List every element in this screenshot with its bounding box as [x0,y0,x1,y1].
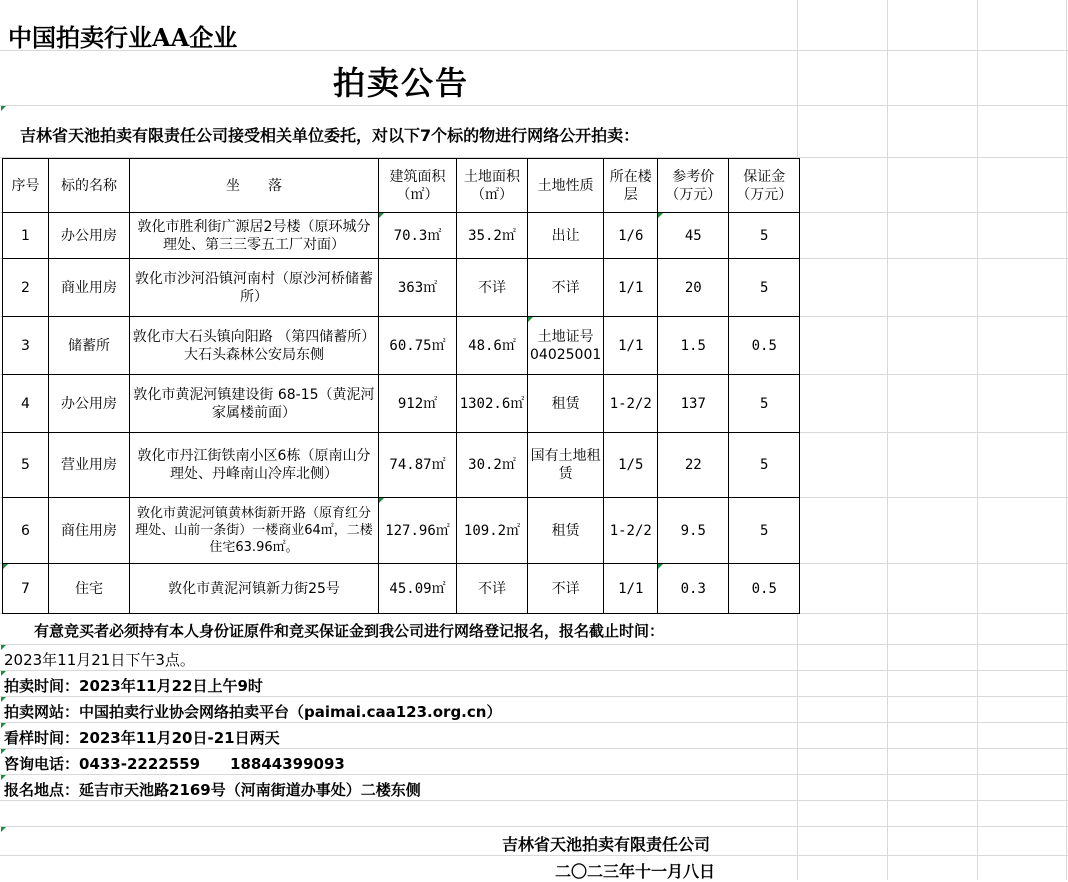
registration-address: 报名地点：延吉市天池路2169号（河南街道办事处）二楼东侧 [4,781,421,799]
col-header-name: 标的名称 [49,159,130,213]
cell-name: 办公用房 [49,375,130,433]
cell-land-area: 35.2㎡ [457,213,528,259]
cell-price: 9.5 [658,498,729,564]
cell-no: 3 [3,317,49,375]
cell-deposit: 5 [729,498,800,564]
cell-location: 敦化市沙河沿镇河南村（原沙河桥储蓄所） [130,259,379,317]
cell-comment-marker [379,498,384,503]
cell-price: 45 [658,213,729,259]
cell-land-type: 出让 [528,213,604,259]
cell-land-type: 不详 [528,259,604,317]
cell-building-area: 70.3㎡ [379,213,457,259]
col-header-no: 序号 [3,159,49,213]
grid-row-line [0,644,1068,645]
cell-land-area: 不详 [457,259,528,317]
cell-comment-marker [1,827,6,832]
grid-row-line [0,800,1068,801]
cell-floor: 1/1 [604,317,658,375]
cell-location: 敦化市大石头镇向阳路 （第四储蓄所）大石头森林公安局东侧 [130,317,379,375]
cell-land-area: 30.2㎡ [457,433,528,498]
cell-deposit: 0.5 [729,564,800,614]
table-row [3,317,800,375]
auction-website: 拍卖网站：中国拍卖行业协会网络拍卖平台（paimai.caa123.org.cn） [4,703,502,721]
viewing-time: 看样时间：2023年11月20日-21日两天 [4,729,280,747]
cell-land-area: 109.2㎡ [457,498,528,564]
col-header-floor: 所在楼层 [604,159,658,213]
registration-deadline: 2023年11月21日下午3点。 [4,651,195,669]
cell-deposit: 5 [729,375,800,433]
cell-building-area: 74.87㎡ [379,433,457,498]
cell-land-type: 租赁 [528,498,604,564]
cell-building-area: 127.96㎡ [379,498,457,564]
cell-building-area: 60.75㎡ [379,317,457,375]
grid-row-line [0,670,1068,671]
cell-comment-marker [658,564,663,569]
cell-no: 6 [3,498,49,564]
cell-building-area: 363㎡ [379,259,457,317]
cell-name: 储蓄所 [49,317,130,375]
cell-deposit: 5 [729,213,800,259]
cell-name: 办公用房 [49,213,130,259]
col-header-land-area: 土地面积（㎡） [457,159,528,213]
cell-building-area: 912㎡ [379,375,457,433]
grid-row-line [0,722,1068,723]
contact-phone: 咨询电话：0433-2222559 18844399093 [4,755,345,773]
col-header-deposit: 保证金（万元） [729,159,800,213]
cell-floor: 1/6 [604,213,658,259]
cell-name: 营业用房 [49,433,130,498]
cell-deposit: 0.5 [729,317,800,375]
grid-row-line [0,748,1068,749]
cell-floor: 1/1 [604,564,658,614]
cell-price: 137 [658,375,729,433]
table-row [3,564,800,614]
cell-location: 敦化市黄泥河镇黄林街新开路（原育红分理处、山前一条街）一楼商业64㎡，二楼住宅63.96㎡。 [130,498,379,564]
cell-land-type: 国有土地租赁 [528,433,604,498]
table-header-row [3,159,800,213]
cell-location: 敦化市胜利街广源居2号楼（原环城分理处、第三三零五工厂对面） [130,213,379,259]
cell-land-type: 租赁 [528,375,604,433]
cell-comment-marker [379,213,384,218]
intro-text: 吉林省天池拍卖有限责任公司接受相关单位委托，对以下7个标的物进行网络公开拍卖： [20,126,640,145]
cell-no: 4 [3,375,49,433]
cell-no: 5 [3,433,49,498]
cell-building-area: 45.09㎡ [379,564,457,614]
page-title: 拍卖公告 [333,64,470,102]
cell-no: 2 [3,259,49,317]
grid-row-line [0,774,1068,775]
cell-price: 20 [658,259,729,317]
cell-floor: 1/1 [604,259,658,317]
table-row [3,213,800,259]
cell-location: 敦化市黄泥河镇新力街25号 [130,564,379,614]
table-row [3,259,800,317]
footer-company: 吉林省天池拍卖有限责任公司 [502,835,711,854]
cell-location: 敦化市黄泥河镇建设街 68-15（黄泥河家属楼前面） [130,375,379,433]
col-header-land-type: 土地性质 [528,159,604,213]
grid-row-line [0,105,1068,106]
auction-time: 拍卖时间：2023年11月22日上午9时 [4,677,263,695]
cell-deposit: 5 [729,433,800,498]
cell-comment-marker [1,106,6,111]
registration-notice: 有意竞买者必须持有本人身份证原件和竞买保证金到我公司进行网络登记报名，报名截止时间： [34,622,665,640]
cell-comment-marker [658,213,663,218]
cell-name: 商业用房 [49,259,130,317]
cell-no: 7 [3,564,49,614]
cell-land-area: 48.6㎡ [457,317,528,375]
cell-price: 0.3 [658,564,729,614]
col-header-building-area: 建筑面积（㎡） [379,159,457,213]
cell-name: 商住用房 [49,498,130,564]
grid-row-line [0,826,1068,827]
cell-name: 住宅 [49,564,130,614]
auction-lots-table [2,158,800,614]
grid-row-line [0,696,1068,697]
cell-deposit: 5 [729,259,800,317]
table-row [3,433,800,498]
col-header-price: 参考价（万元） [658,159,729,213]
cell-location: 敦化市丹江街铁南小区6栋（原南山分理处、丹峰南山冷库北侧） [130,433,379,498]
footer-date: 二〇二三年十一月八日 [555,862,716,881]
col-header-location: 坐 落 [130,159,379,213]
cell-floor: 1-2/2 [604,375,658,433]
cell-land-area: 1302.6㎡ [457,375,528,433]
cell-land-type: 不详 [528,564,604,614]
cell-floor: 1/5 [604,433,658,498]
cell-comment-marker [3,564,8,569]
cell-no: 1 [3,213,49,259]
table-row [3,375,800,433]
table-row [3,498,800,564]
company-header: 中国拍卖行业AA企业 [8,23,238,52]
cell-comment-marker [528,317,533,322]
cell-price: 22 [658,433,729,498]
cell-price: 1.5 [658,317,729,375]
grid-row-line [0,855,1068,856]
cell-land-area: 不详 [457,564,528,614]
cell-land-type: 土地证号04025001 [528,317,604,375]
cell-floor: 1-2/2 [604,498,658,564]
